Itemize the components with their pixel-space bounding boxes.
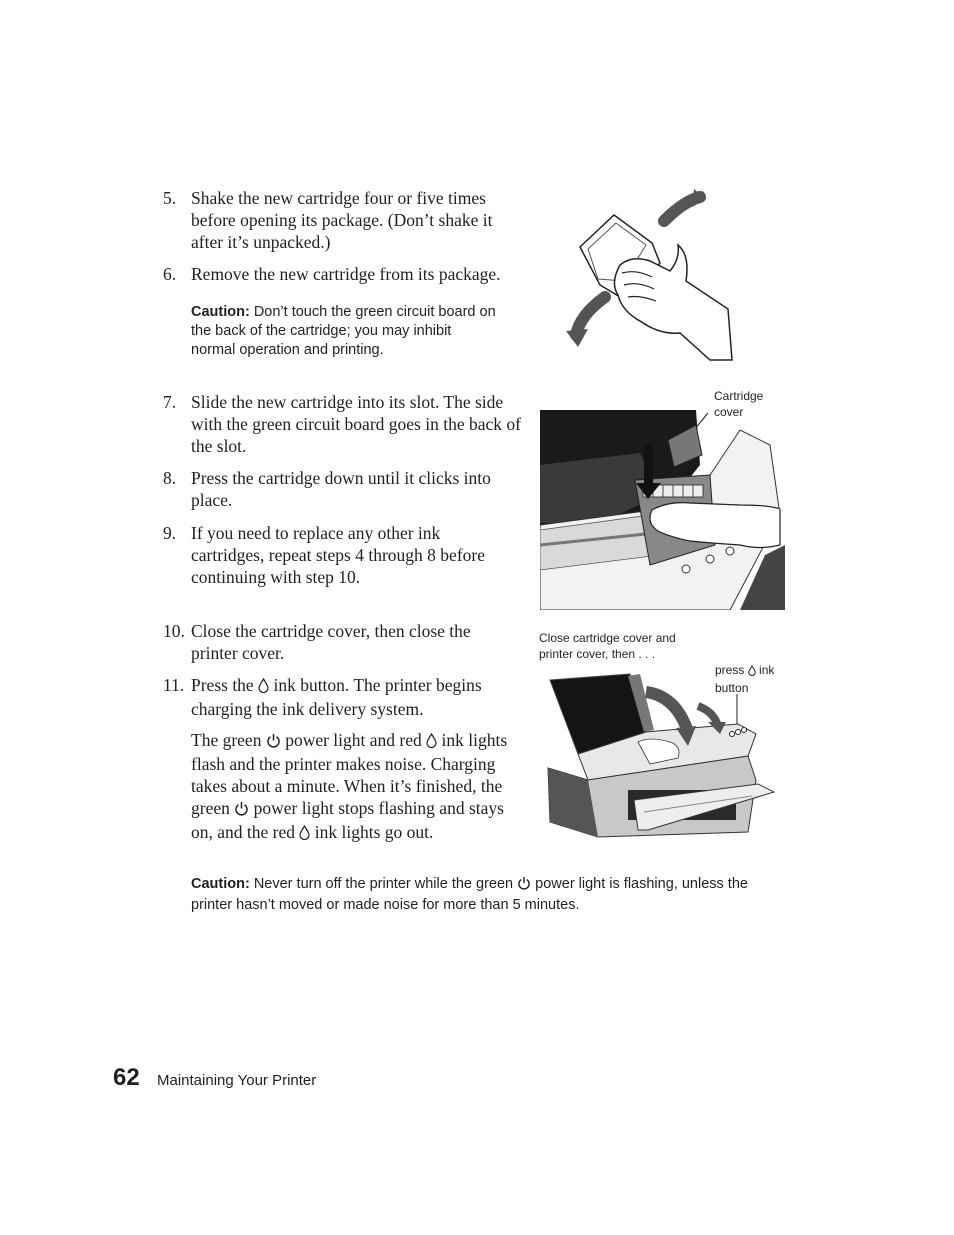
step-number: 5.	[163, 188, 177, 208]
press-caption-b: ink button	[715, 663, 775, 695]
power-icon	[234, 799, 249, 821]
insert-cartridge-illustration	[540, 405, 785, 610]
caution-note	[191, 303, 496, 360]
step-text: Press the cartridge down until it clicks into place.	[191, 468, 491, 510]
caution-label: Caution:	[191, 304, 250, 320]
para-text-5: ink lights go out.	[314, 822, 434, 842]
caution-label: Caution:	[191, 876, 250, 892]
caution-note-power	[191, 875, 751, 915]
para-text-1: The green	[191, 730, 262, 750]
para-text-2: power light and red	[285, 730, 422, 750]
step-text: Remove the new cartridge from its package.	[191, 264, 501, 284]
step-11-text-a: Press the	[191, 675, 254, 695]
caution-text-a: Never turn off the printer while the green	[253, 876, 514, 892]
para-text-4: power light stops flashing and stays on, and the red	[191, 798, 504, 842]
step-number: 9.	[163, 523, 177, 543]
ink-drop-icon	[299, 823, 310, 845]
press-caption-a: press	[715, 663, 745, 677]
step-text	[191, 674, 511, 720]
step-text: Slide the new cartridge into its slot. The side with the green circuit board goes in the back of the slot.	[191, 392, 521, 456]
close-cover-caption: Close cartridge cover and printer cover, then . . .	[539, 631, 676, 661]
step-number: 11.	[163, 675, 185, 695]
step-number: 6.	[163, 264, 177, 284]
page-number: 62	[113, 1064, 140, 1091]
step-text: Close the cartridge cover, then close the printer cover.	[191, 621, 471, 663]
section-title: Maintaining Your Printer	[157, 1072, 317, 1089]
step-number: 8.	[163, 468, 177, 488]
power-icon	[517, 876, 531, 896]
caution-text-b: power light is flashing, unless the printer hasn’t moved or made noise for more than 5 minutes.	[191, 876, 748, 913]
step-number: 10.	[163, 621, 185, 641]
ink-drop-icon	[258, 676, 269, 698]
caution-text: Don’t touch the green circuit board on the back of the cartridge; you may inhibit normal operation and printing.	[191, 304, 496, 358]
step-number: 7.	[163, 392, 177, 412]
step-text: If you need to replace any other ink cartridges, repeat steps 4 through 8 before continuing with step 10.	[191, 523, 485, 587]
step-text: Shake the new cartridge four or five times before opening its package. (Don’t shake it after it’s unpacked.)	[191, 188, 493, 252]
charging-paragraph	[191, 729, 511, 845]
para-text-3: ink lights flash and the printer makes noise. Charging takes about a minute. When it’s finished, the green	[191, 730, 508, 818]
shake-cartridge-illustration	[560, 185, 745, 365]
power-icon	[266, 731, 281, 753]
ink-drop-icon	[426, 731, 437, 753]
step-11-text-b: ink button. The printer begins charging the ink delivery system.	[191, 675, 482, 719]
cartridge-cover-caption: Cartridge cover	[714, 389, 764, 419]
close-printer-cover-illustration	[538, 672, 778, 840]
